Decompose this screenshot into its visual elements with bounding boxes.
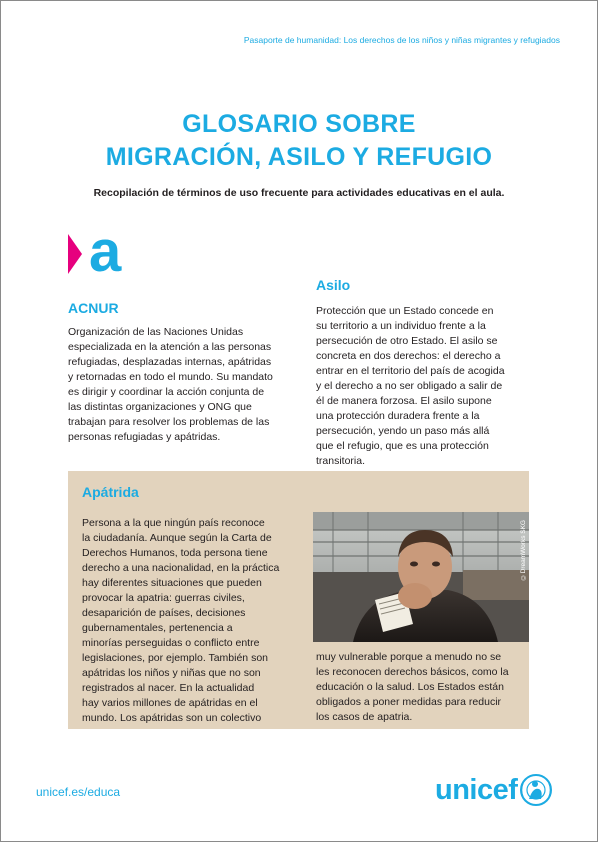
term-apatrida-body-right (316, 650, 509, 725)
text-line: y retornadas en todo el mundo. Su mandato (68, 371, 273, 383)
footer-url-link[interactable]: unicef.es/educa (36, 785, 121, 799)
film-still-photo (313, 512, 529, 642)
text-line: hay varios millones de apátridas en el (82, 697, 258, 709)
text-line: él de manera forzosa. El asilo supone (316, 395, 492, 407)
running-header: Pasaporte de humanidad: Los derechos de los niños y niñas migrantes y refugiados (243, 35, 560, 45)
text-line: transitoria. (316, 455, 366, 467)
text-line: las distintas organizaciones y ONG que (68, 401, 252, 413)
text-line: Persona a la que ningún país reconoce (82, 517, 265, 529)
text-line: mundo. Los apátridas son un colectivo (82, 712, 262, 724)
text-line: personas refugiadas y apátridas. (68, 431, 221, 443)
text-line: gubernamentales, pertenencia a (82, 622, 233, 634)
photo-credit: ©DreamWorks SKG (520, 520, 527, 581)
text-line: muy vulnerable porque a menudo no se (316, 651, 502, 663)
text-line: les reconocen derechos básicos, como la (316, 666, 509, 678)
text-line: los casos de apatria. (316, 711, 413, 723)
term-acnur-body (68, 325, 273, 445)
text-line: educación o la salud. Los Estados están (316, 681, 504, 693)
text-line: la ciudadanía. Aunque según la Carta de (82, 532, 272, 544)
term-apatrida-title: Apátrida (82, 484, 139, 500)
text-line: persecución de otro Estado. El asilo se (316, 335, 498, 347)
text-line: hay diferentes situaciones que pueden (82, 577, 262, 589)
text-line: Derechos Humanos, toda persona tiene (82, 547, 268, 559)
term-asilo-title: Asilo (316, 277, 351, 293)
text-line: provocar la apatria: guerras civiles, (82, 592, 245, 604)
text-line: minorías perseguidas o conflicto entre (82, 637, 260, 649)
page-subtitle: Recopilación de términos de uso frecuente para actividades educativas en el aula. (93, 187, 505, 199)
page-title (0, 108, 598, 174)
term-asilo-body (316, 304, 505, 469)
text-line: que el refugio, que es una protección (316, 440, 489, 452)
text-line: y el derecho a no ser obligado a salir de (316, 380, 503, 392)
text-line: entrar en el territorio del país de acogida (316, 365, 505, 377)
text-line: refugiadas, desplazadas internas, apátridas (68, 356, 272, 368)
text-line: persecución, yendo un paso más allá (316, 425, 490, 437)
text-line: derecho a una nacionalidad, en la práctica (82, 562, 280, 574)
text-line: apátridas los niños y niñas que no son (82, 667, 261, 679)
unicef-emblem-icon (519, 773, 553, 807)
term-acnur-title: ACNUR (68, 300, 119, 316)
section-marker-icon (68, 234, 82, 274)
text-line: obligados a poner medidas para reducir (316, 696, 502, 708)
text-line: trabajan para resolver los problemas de las (68, 416, 270, 428)
text-line: Protección que un Estado concede en (316, 305, 494, 317)
text-line: desaparición de países, decisiones (82, 607, 246, 619)
text-line: una protección duradera frente a la (316, 410, 480, 422)
text-line: registrados al nacer. En la actualidad (82, 682, 255, 694)
section-letter: a (89, 219, 122, 284)
logo-wordmark: unicef (435, 773, 518, 806)
text-line: especializada en la atención a las personas (68, 341, 272, 353)
text-line: concreta en dos derechos: el derecho a (316, 350, 501, 362)
unicef-logo (435, 770, 553, 810)
text-line: legislaciones, por ejemplo. También son (82, 652, 268, 664)
text-line: Organización de las Naciones Unidas (68, 326, 244, 338)
text-line: su territorio a un individuo frente a la (316, 320, 486, 332)
title-line-2: MIGRACIÓN, ASILO Y REFUGIO (105, 143, 493, 171)
photo-illustration (313, 512, 529, 642)
term-apatrida-body-left (82, 516, 279, 726)
title-line-1: GLOSARIO SOBRE (182, 110, 416, 138)
text-line: es dirigir y coordinar la acción conjunta de (68, 386, 265, 398)
